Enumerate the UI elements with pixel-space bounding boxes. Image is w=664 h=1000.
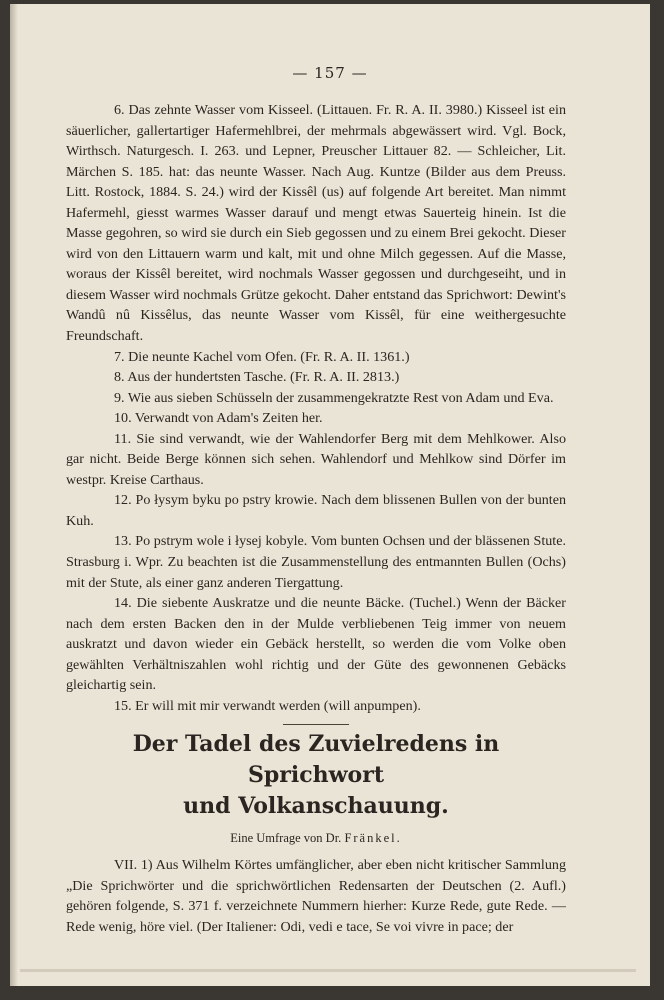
paragraph-15: 15. Er will mit mir verwandt werden (will anpumpen). bbox=[114, 697, 421, 714]
section-heading-line-2: und Volkanschauung. bbox=[183, 793, 449, 820]
page-body bbox=[66, 100, 566, 937]
page-bottom-edge bbox=[20, 969, 636, 972]
paragraph-7: 7. Die neunte Kachel vom Ofen. (Fr. R. A. II. 1361.) bbox=[114, 348, 410, 365]
byline-prefix: Eine Umfrage von Dr. bbox=[230, 831, 342, 846]
byline bbox=[66, 828, 566, 849]
paragraph-10: 10. Verwandt von Adam's Zeiten her. bbox=[114, 410, 323, 427]
paragraph-vii: VII. 1) Aus Wilhelm Körtes umfänglicher, aber eben nicht kritischer Sammlung „Die Sprichwörter und die sprichwörtlichen Redensarten der Deutschen (2. Aufl.) gehören folgende, S. 371 f. verzeichnete Nummern hierher: Kurze Rede, gute Rede. — Rede wenig, höre viel. (Der Italiener: Odi, vedi e tace, Se voi vivre in pace; der bbox=[66, 856, 566, 935]
paragraph-12: 12. Po łysym byku po pstry krowie. Nach dem blissenen Bullen von der bunten Kuh. bbox=[66, 492, 566, 529]
section-heading-line-1: Der Tadel des Zuvielredens in Sprichwort bbox=[132, 731, 500, 789]
byline-author: Fränkel. bbox=[344, 831, 402, 846]
book-page bbox=[10, 4, 650, 986]
paragraph-11: 11. Sie sind verwandt, wie der Wahlendorfer Berg mit dem Mehlkower. Also gar nicht. Beide Berge können sich sehen. Wahlendorf und Mehlkow sind Dörfer im westpr. Kreise Carthaus. bbox=[66, 430, 566, 488]
paragraph-8: 8. Aus der hundertsten Tasche. (Fr. R. A. II. 2813.) bbox=[114, 369, 400, 386]
section-heading bbox=[66, 729, 566, 822]
paragraph-14: 14. Die siebente Auskratze und die neunte Bäcke. (Tuchel.) Wenn der Bäcker nach dem ersten Backen den in der Mulde verbliebenen Teig immer von neuem auskratzt und davon wieder ein Gebäck herstellt, so werden die vom Volke oben gewählten Verhältniszahlen wohl richtig und der Güte des gewonnenen Gebäcks gleichartig sein. bbox=[66, 595, 566, 694]
page-gutter-shadow bbox=[10, 4, 18, 986]
paragraph-6: 6. Das zehnte Wasser vom Kisseel. (Littauen. Fr. R. A. II. 3980.) Kisseel ist ein säuerlicher, gallertartiger Hafermehlbrei, der mehrmals abgewässert wird. Vgl. Bock, Wirthsch. Naturgesch. I. 263. und Lepner, Preuscher Littauer 82. — Schleicher, Lit. Märchen S. 185. hat: das neunte Wasser. Nach Aug. Kuntze (Bilder aus dem Preuss. Litt. Rostock, 1884. S. 24.) wird der Kissêl (us) auf folgende Art bereitet. Man nimmt Hafermehl, giesst warmes Wasser darauf und mengt etwas Sauerteig hinein. Ist die Masse gegohren, so wird sie durch ein Sieb gegossen und zu einem Brei gekocht. Dieser wird von den Littauern warm und kalt, mit und ohne Milch gegessen. Auf die Masse, woraus der Kissêl bereitet, wird nochmals Wasser gegossen und durchgeseiht, und in diesem Wasser wird nochmals Grütze gekocht. Daher entstand das Sprichwort: Dewint's Wandû nû Kissêlus, das neunte Wasser vom Kissêl, für eine weithergesuchte Freundschaft. bbox=[66, 102, 566, 345]
page-number: — 157 — bbox=[292, 64, 368, 82]
paragraph-13: 13. Po pstrym wole i łysej kobyle. Vom bunten Ochsen und der blässenen Stute. Strasburg i. Wpr. Zu beachten ist die Zusammenstellung des entmannten Bullen (Ochs) mit der Stute, als einer ganz anderen Tiergattung. bbox=[66, 533, 566, 591]
paragraph-9: 9. Wie aus sieben Schüsseln der zusammengekratzte Rest von Adam und Eva. bbox=[114, 389, 554, 406]
section-divider bbox=[283, 724, 349, 725]
